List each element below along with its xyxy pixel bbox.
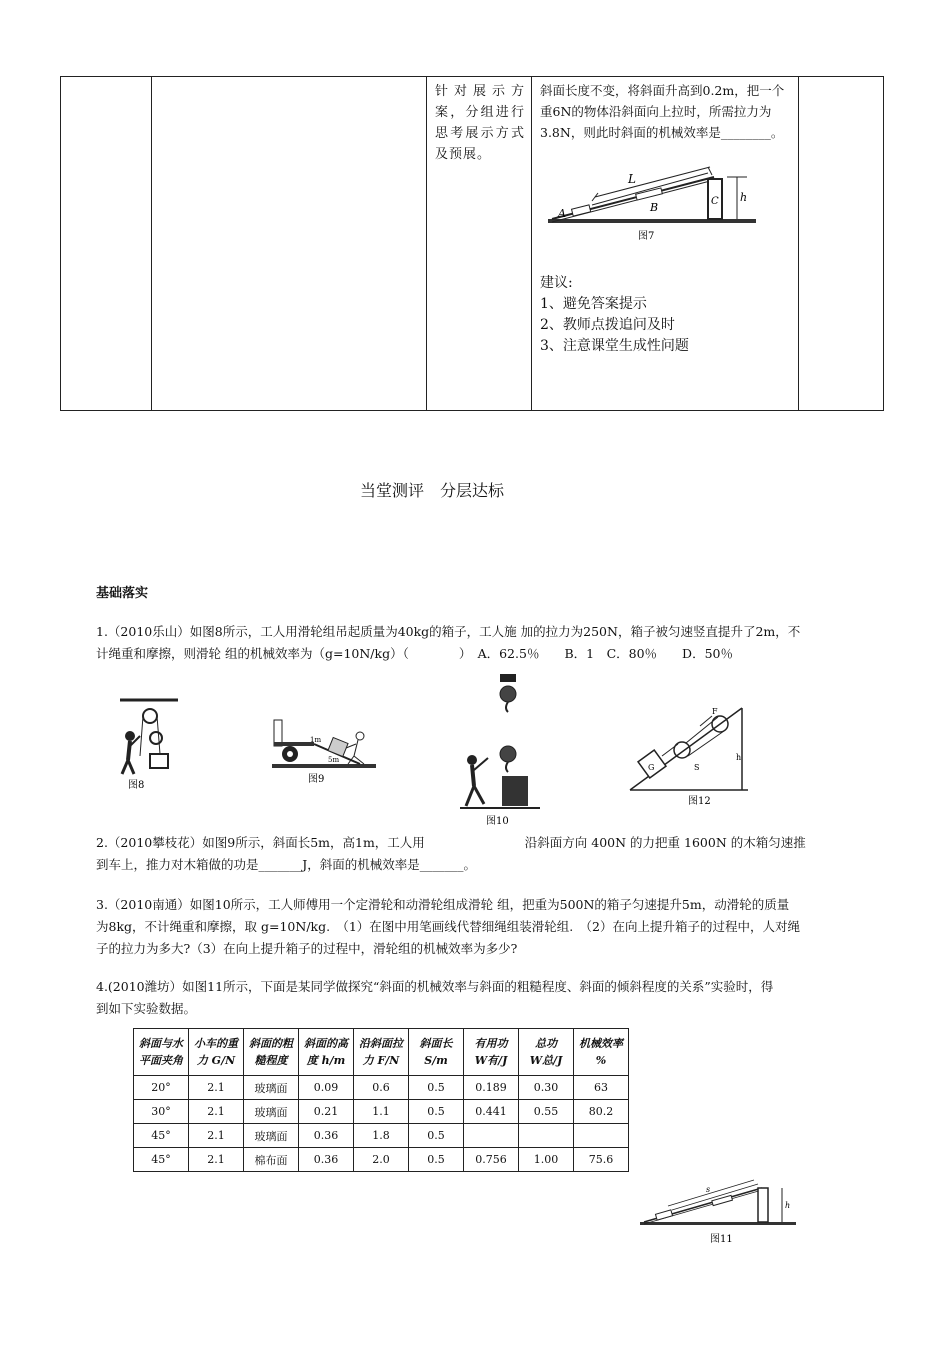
suggestion-3: 3、注意课堂生成性问题 [540, 338, 689, 354]
figure-10 [456, 672, 556, 830]
q3-line1: 3.（2010南通）如图10所示，工人师傅用一个定滑轮和动滑轮组成滑轮 组，把重为500N的箱子匀速提升5m，动滑轮的质量 [96, 897, 790, 912]
table-cell: 20° [134, 1076, 189, 1100]
table-cell: 0.21 [299, 1100, 354, 1124]
fig7-label-h: h [740, 191, 748, 204]
header-cell: 小车的重 力 G/N [189, 1029, 244, 1076]
table-cell: 80.2 [574, 1100, 629, 1124]
fig9-label-length: 5m [328, 756, 340, 764]
suggestion-1: 1、避免答案提示 [540, 296, 647, 312]
table-cell: 0.5 [409, 1100, 464, 1124]
figure-11 [636, 1166, 802, 1250]
fig12-label-S: S [694, 763, 700, 772]
fig9-label-height: 1m [310, 736, 322, 744]
table-cell: 0.6 [354, 1076, 409, 1100]
suggestion-2: 2、教师点拨追问及时 [540, 317, 675, 333]
table-cell: 玻璃面 [244, 1124, 299, 1148]
cell-2 [152, 77, 427, 411]
table-cell: 2.1 [189, 1100, 244, 1124]
table-cell: 2.1 [189, 1124, 244, 1148]
figure-8 [110, 696, 190, 792]
suggestions [532, 273, 798, 357]
table-cell: 玻璃面 [244, 1100, 299, 1124]
table-cell: 0.36 [299, 1148, 354, 1172]
figure-7-diagram [532, 143, 792, 253]
table-cell: 0.55 [519, 1100, 574, 1124]
lesson-table [60, 76, 884, 411]
header-cell: 斜面的粗 糙程度 [244, 1029, 299, 1076]
header-cell: 有用功 W有/J [464, 1029, 519, 1076]
fig12-label-G: G [648, 763, 655, 772]
table-row [134, 1124, 629, 1148]
fig12-label-h: h [736, 753, 742, 762]
table-cell: 45° [134, 1124, 189, 1148]
q2-line1: 2.（2010攀枝花）如图9所示，斜面长5m，高1m，工人用 沿斜面方向 400N 的力把重 1600N 的木箱匀速推 [96, 835, 806, 850]
header-cell: 斜面长 S/m [409, 1029, 464, 1076]
table-row [134, 1148, 629, 1172]
table-cell: 2.1 [189, 1148, 244, 1172]
fig11-caption: 图11 [710, 1234, 733, 1245]
fig11-label-h: h [785, 1201, 791, 1210]
table-cell: 0.36 [299, 1124, 354, 1148]
header-cell: 斜面与水 平面夹角 [134, 1029, 189, 1076]
fig7-label-A: A [558, 207, 566, 220]
table-cell: 1.00 [519, 1148, 574, 1172]
q2-line2: 到车上，推力对木箱做的功是_______J，斜面的机械效率是_______。 [96, 857, 477, 872]
table-row [134, 1100, 629, 1124]
figure-12 [628, 698, 752, 808]
activity-text: 针对展示方案，分组进行思考展示方式及预展。 [435, 84, 525, 162]
q4-line1: 4.(2010潍坊）如图11所示，下面是某同学做探究“斜面的机械效率与斜面的粗糙程度、斜面的倾斜程度的关系”实验时，得 [96, 979, 774, 994]
figure-7 [532, 143, 798, 273]
table-header-row [134, 1029, 629, 1076]
experiment-data-table [133, 1028, 629, 1172]
cell-1 [61, 77, 152, 411]
table-cell: 1.8 [354, 1124, 409, 1148]
fig7-label-L: L [628, 172, 636, 186]
table-cell: 2.0 [354, 1148, 409, 1172]
question-3 [96, 894, 916, 960]
table-cell [464, 1124, 519, 1148]
header-cell: 斜面的高 度 h/m [299, 1029, 354, 1076]
section-title: 当堂测评 分层达标 [360, 481, 505, 500]
fig11-label-s: s [706, 1185, 711, 1194]
fig7-caption: 图7 [638, 231, 655, 242]
table-cell: 1.1 [354, 1100, 409, 1124]
table-cell: 0.5 [409, 1124, 464, 1148]
table-cell: 玻璃面 [244, 1076, 299, 1100]
suggestion-title: 建议: [540, 275, 573, 291]
q3-line3: 子的拉力为多大?（3）在向上提升箱子的过程中，滑轮组的机械效率为多少? [96, 941, 518, 956]
incline-question: 斜面长度不变，将斜面升高到0.2m，把一个重6N的物体沿斜面向上拉时，所需拉力为3.8N，则此时斜面的机械效率是________。 [540, 83, 785, 140]
question-2 [96, 832, 916, 876]
table-cell: 75.6 [574, 1148, 629, 1172]
table-cell: 棉布面 [244, 1148, 299, 1172]
table-cell: 0.09 [299, 1076, 354, 1100]
header-cell: 总功 W总/J [519, 1029, 574, 1076]
header-cell: 沿斜面拉 力 F/N [354, 1029, 409, 1076]
table-cell: 0.30 [519, 1076, 574, 1100]
fig7-label-B: B [650, 201, 659, 214]
q3-line2: 为8kg，不计绳重和摩擦，取 g=10N/kg. （1）在图中用笔画线代替细绳组装滑轮组. （2）在向上提升箱子的过程中，人对绳 [96, 919, 800, 934]
fig12-caption: 图12 [688, 796, 711, 807]
fig10-caption: 图10 [486, 816, 509, 827]
question-4 [96, 976, 916, 1020]
cell-activity [427, 77, 532, 411]
table-cell: 0.5 [409, 1076, 464, 1100]
q4-line2: 到如下实验数据。 [96, 1001, 197, 1016]
table-cell: 0.189 [464, 1076, 519, 1100]
fig8-caption: 图8 [128, 780, 145, 791]
table-row [134, 1076, 629, 1100]
fig12-label-F: F [712, 707, 718, 716]
table-cell [574, 1124, 629, 1148]
cell-6 [799, 77, 884, 411]
q1-line1: 1.（2010乐山）如图8所示，工人用滑轮组吊起质量为40kg的箱子，工人施 加的拉力为250N，箱子被匀速竖直提升了2m，不 [96, 624, 801, 639]
table-cell: 63 [574, 1076, 629, 1100]
table-cell: 30° [134, 1100, 189, 1124]
cell-question [532, 77, 799, 411]
table-cell: 0.5 [409, 1148, 464, 1172]
header-cell: 机械效率 % [574, 1029, 629, 1076]
table-cell [519, 1124, 574, 1148]
q1-line2: 计绳重和摩擦，则滑轮 组的机械效率为（g=10N/kg）（ ） A．62.5％ B．1 C．80％ D．50％ [96, 646, 733, 661]
subsection-title: 基础落实 [96, 586, 149, 601]
table-cell: 0.441 [464, 1100, 519, 1124]
table-cell: 45° [134, 1148, 189, 1172]
table-cell: 2.1 [189, 1076, 244, 1100]
fig7-label-C: C [711, 196, 719, 207]
table-cell: 0.756 [464, 1148, 519, 1172]
figure-9 [270, 716, 380, 788]
question-1 [96, 621, 916, 665]
fig9-caption: 图9 [308, 774, 325, 785]
